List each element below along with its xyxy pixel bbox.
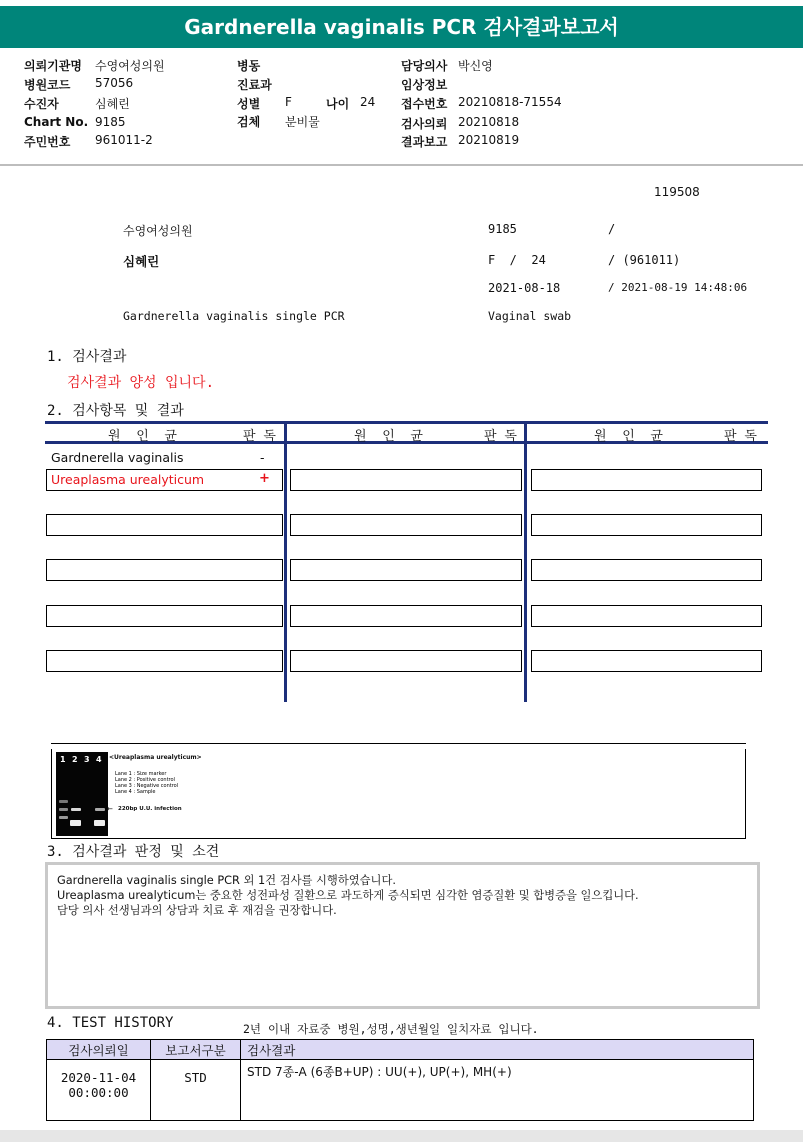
- result-cell: [531, 605, 762, 627]
- result-cell: [290, 605, 522, 627]
- gel-arrow-icon: ←: [107, 805, 113, 813]
- summary-institution: 수영여성의원: [123, 224, 193, 238]
- gel-band: [59, 816, 68, 819]
- gel-band: [59, 800, 68, 803]
- col-judgement-2: 판 독: [484, 429, 517, 444]
- summary-slash: /: [608, 222, 616, 236]
- result-cell: [46, 605, 283, 627]
- opinion-line: Gardnerella vaginalis single PCR 외 1건 검사를 시행하였습니다.: [57, 874, 396, 887]
- history-time: 00:00:00: [68, 1085, 129, 1100]
- gel-band: [70, 820, 81, 826]
- report-title: Gardnerella vaginalis PCR 검사결과보고서: [0, 6, 803, 48]
- doctor-value: 박신영: [458, 59, 493, 73]
- gel-band: [95, 808, 105, 811]
- institution-label: 의뢰기관명: [24, 59, 82, 73]
- chart-value: 9185: [95, 115, 126, 129]
- result-cell: [290, 514, 522, 536]
- grid-divider-1: [284, 421, 287, 702]
- patient-label: 수진자: [24, 97, 59, 111]
- section2-title: 2. 검사항목 및 결과: [47, 403, 184, 419]
- col-pathogen-2: 원 인 균: [354, 429, 423, 444]
- code-value: 57056: [95, 76, 134, 90]
- result-cell: [46, 514, 283, 536]
- history-col-result: 검사결과: [241, 1040, 754, 1060]
- lane-number: 1: [60, 755, 66, 764]
- rrn-label: 주민번호: [24, 135, 71, 149]
- lane-number: 2: [72, 755, 78, 764]
- result-cell: [290, 469, 522, 491]
- sex-value: F: [285, 95, 292, 109]
- history-col-date: 검사의뢰일: [47, 1040, 151, 1060]
- col-judgement-1: 판 독: [243, 429, 276, 444]
- report-date-value: 20210819: [458, 133, 520, 147]
- pathogen-result-positive: +: [259, 471, 270, 486]
- gel-legend-item: Lane 1 : Size marker: [115, 771, 167, 777]
- receipt-value: 20210818-71554: [458, 95, 562, 109]
- result-cell: [290, 650, 522, 672]
- grid-divider-2: [524, 421, 527, 702]
- lane-number: 4: [96, 755, 102, 764]
- result-cell: [290, 559, 522, 581]
- summary-sex-age: F / 24: [488, 253, 546, 267]
- ward-label: 병동: [237, 59, 261, 73]
- result-cell: [46, 469, 283, 491]
- patient-value: 심혜린: [95, 97, 130, 111]
- result-cell: [531, 559, 762, 581]
- gel-band: [59, 808, 68, 811]
- result-cell: [531, 469, 762, 491]
- gel-band-label: 220bp U.U. infection: [118, 806, 182, 812]
- summary-chart: 9185: [488, 222, 517, 236]
- report-id: 119508: [654, 185, 700, 199]
- history-note: 2년 이내 자료중 병원,성명,생년월일 일치자료 입니다.: [243, 1022, 539, 1036]
- summary-birth: / (961011): [608, 253, 681, 267]
- history-col-type: 보고서구분: [151, 1040, 241, 1060]
- summary-test-name: Gardnerella vaginalis single PCR: [123, 309, 345, 323]
- result-cell: [46, 559, 283, 581]
- summary-report-datetime: / 2021-08-19 14:48:06: [608, 281, 748, 294]
- code-label: 병원코드: [24, 78, 71, 92]
- gel-legend-item: Lane 2 : Positive control: [115, 777, 175, 783]
- chart-label: Chart No.: [24, 115, 89, 129]
- gel-caption: <Ureaplasma urealyticum>: [109, 754, 202, 761]
- specimen-label: 검체: [237, 115, 261, 129]
- age-label: 나이: [326, 97, 350, 111]
- result-cell: [531, 650, 762, 672]
- gel-electrophoresis-image: [56, 752, 108, 836]
- gel-top-rule: [51, 743, 746, 744]
- history-table: [46, 1039, 754, 1121]
- result-cell: [531, 514, 762, 536]
- specimen-value: 분비물: [285, 115, 320, 129]
- pathogen-name: Gardnerella vaginalis: [51, 450, 184, 465]
- history-date-cell: [47, 1060, 151, 1121]
- history-type: STD: [151, 1060, 241, 1121]
- lane-number: 3: [84, 755, 90, 764]
- gel-band: [94, 820, 105, 826]
- report-date-label: 결과보고: [401, 135, 448, 149]
- col-judgement-3: 판 독: [724, 429, 757, 444]
- opinion-box: [45, 862, 760, 1009]
- summary-patient: 심혜린: [123, 254, 160, 269]
- opinion-line: Ureaplasma urealyticum는 중요한 성전파성 질환으로 과도하게 증식되면 심각한 염증질환 및 합병증을 일으킵니다.: [57, 889, 639, 902]
- history-date: 2020-11-04: [60, 1070, 137, 1085]
- summary-request-date: 2021-08-18: [488, 281, 561, 295]
- result-cell: [46, 650, 283, 672]
- section1-result: 검사결과 양성 입니다.: [67, 375, 215, 391]
- summary-specimen: Vaginal swab: [488, 309, 572, 323]
- header-divider: [0, 164, 803, 166]
- footer-band: [0, 1130, 803, 1142]
- gel-legend-item: Lane 3 : Negative control: [115, 783, 179, 789]
- col-pathogen-1: 원 인 균: [108, 429, 177, 444]
- request-label: 검사의뢰: [401, 117, 448, 131]
- institution-value: 수영여성의원: [95, 59, 165, 73]
- receipt-label: 접수번호: [401, 97, 448, 111]
- doctor-label: 담당의사: [401, 59, 448, 73]
- opinion-line: 담당 의사 선생님과의 상담과 치료 후 재검을 권장합니다.: [57, 904, 337, 917]
- section4-title: 4. TEST HISTORY: [47, 1015, 174, 1031]
- pathogen-name-positive: Ureaplasma urealyticum: [51, 472, 205, 487]
- gel-legend-item: Lane 4 : Sample: [115, 789, 156, 795]
- gel-band: [71, 808, 81, 811]
- col-pathogen-3: 원 인 균: [594, 429, 663, 444]
- sex-label: 성별: [237, 97, 261, 111]
- age-value: 24: [360, 95, 376, 109]
- table-row: [47, 1060, 754, 1121]
- history-result: STD 7종-A (6종B+UP) : UU(+), UP(+), MH(+): [241, 1060, 754, 1121]
- rrn-value: 961011-2: [95, 133, 153, 147]
- grid-top-rule: [45, 421, 768, 424]
- section3-title: 3. 검사결과 판정 및 소견: [47, 844, 220, 860]
- section1-title: 1. 검사결과: [47, 349, 127, 365]
- pathogen-result: -: [260, 450, 265, 465]
- dept-label: 진료과: [237, 78, 272, 92]
- request-value: 20210818: [458, 115, 520, 129]
- clinical-label: 임상정보: [401, 78, 448, 92]
